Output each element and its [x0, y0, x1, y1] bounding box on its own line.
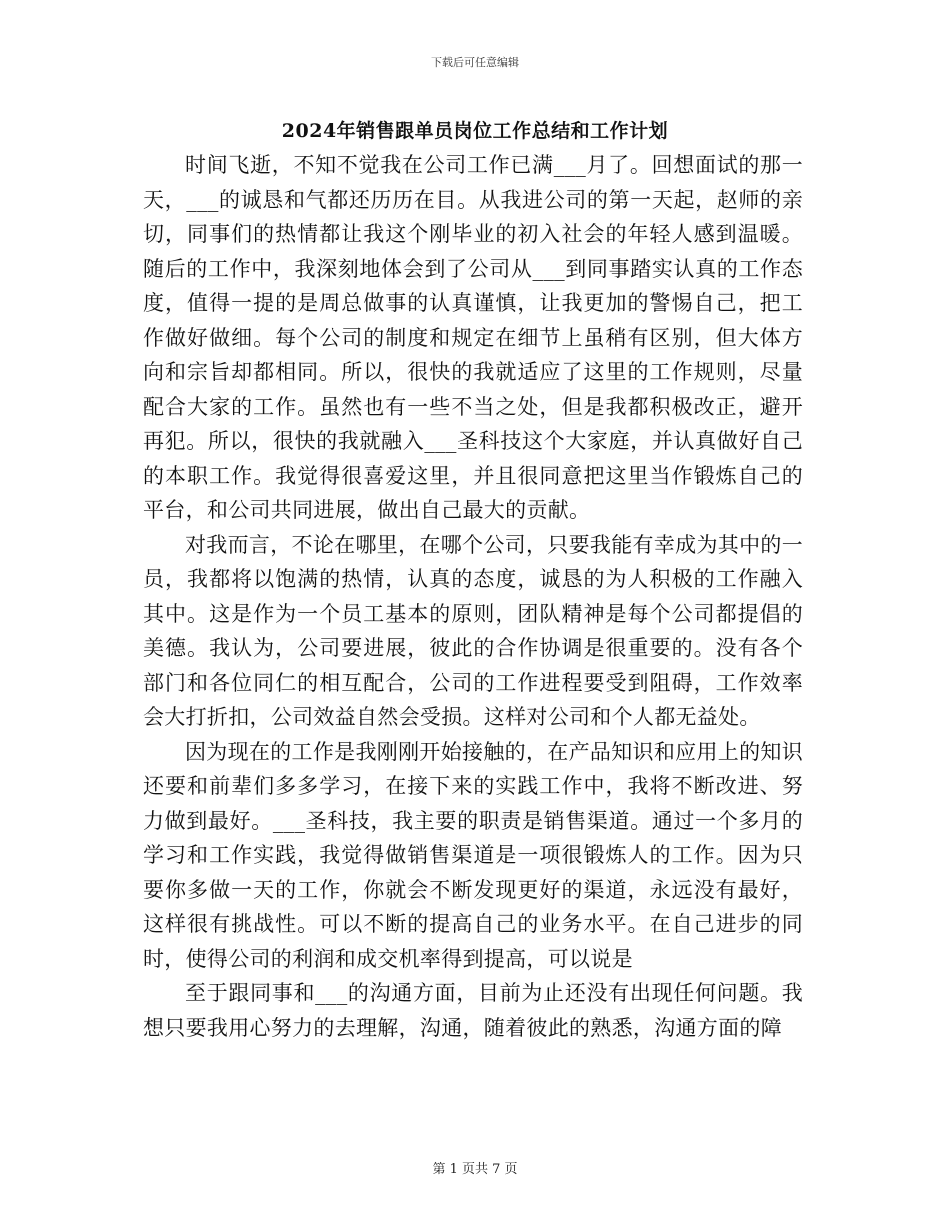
document-title: 2024年销售跟单员岗位工作总结和工作计划	[281, 120, 669, 142]
page-footer: 第 1 页共 7 页	[432, 1162, 518, 1177]
paragraph-2: 对我而言，不论在哪里，在哪个公司，只要我能有幸成为其中的一员，我都将以饱满的热情，认真的态度，诚恳的为人积极的工作融入其中。这是作为一个员工基本的原则，团队精神是每个公司都提倡的美德。我认为，公司要进展，彼此的合作协调是很重要的。没有各个部门和各位同仁的相互配合，公司的工作进程要受到阻碍，工作效率会大打折扣，公司效益自然会受损。这样对公司和个人都无益处。	[143, 532, 803, 729]
paragraph-4: 至于跟同事和___的沟通方面，目前为止还没有出现任何问题。我想只要我用心努力的去理解，沟通，随着彼此的熟悉，沟通方面的障	[143, 981, 803, 1040]
paragraph-3: 因为现在的工作是我刚刚开始接触的，在产品知识和应用上的知识还要和前辈们多多学习，在接下来的实践工作中，我将不断改进、努力做到最好。___圣科技，我主要的职责是销售渠道。通过一个多月的学习和工作实践，我觉得做销售渠道是一项很锻炼人的工作。因为只要你多做一天的工作，你就会不断发现更好的渠道，永远没有最好，这样很有挑战性。可以不断的提高自己的业务水平。在自己进步的同时，使得公司的利润和成交机率得到提高，可以说是	[143, 739, 803, 971]
document-body	[143, 148, 803, 1045]
header-note: 下载后可任意编辑	[431, 56, 519, 69]
paragraph-1: 时间飞逝，不知不觉我在公司工作已满___月了。回想面试的那一天，___的诚恳和气都还历历在目。从我进公司的第一天起，赵师的亲切，同事们的热情都让我这个刚毕业的初入社会的年轻人感到温暖。随后的工作中，我深刻地体会到了公司从___到同事踏实认真的工作态度，值得一提的是周总做事的认真谨慎，让我更加的警惕自己，把工作做好做细。每个公司的制度和规定在细节上虽稍有区别，但大体方向和宗旨却都相同。所以，很快的我就适应了这里的工作规则，尽量配合大家的工作。虽然也有一些不当之处，但是我都积极改正，避开再犯。所以，很快的我就融入___圣科技这个大家庭，并认真做好自己的本职工作。我觉得很喜爱这里，并且很同意把这里当作锻炼自己的平台，和公司共同进展，做出自己最大的贡献。	[143, 153, 803, 522]
